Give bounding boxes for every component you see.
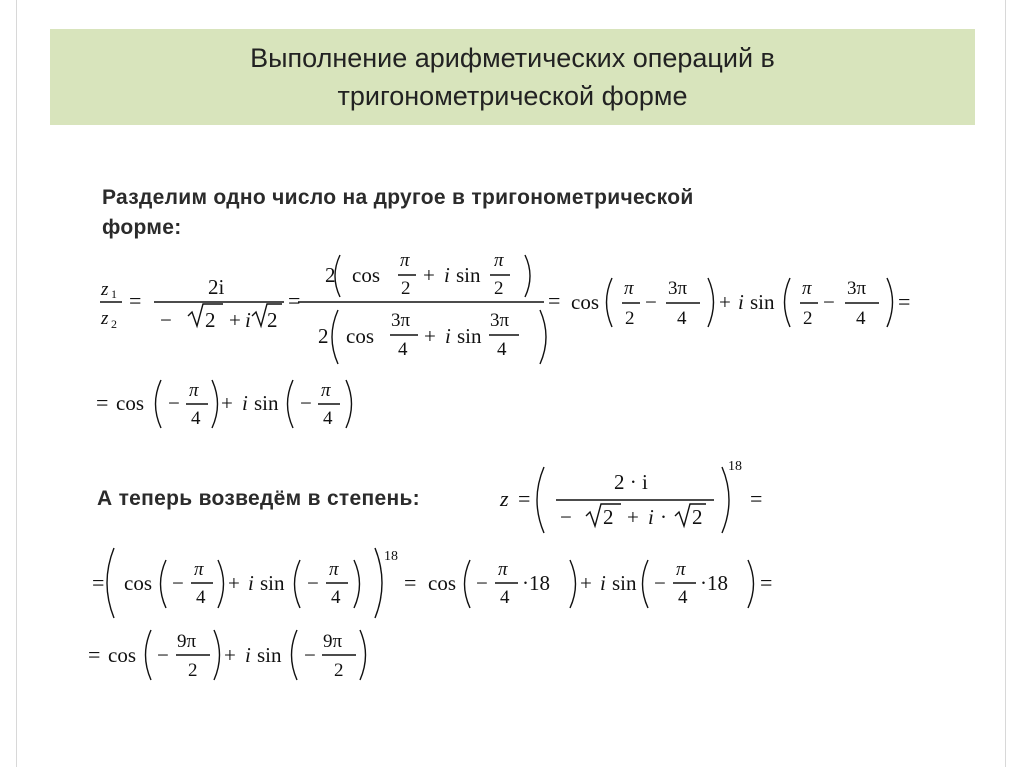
l3-sqrt2-b: 2 [692,505,703,529]
den-4-b: 4 [497,339,507,360]
den-plus: + [424,324,436,348]
l4-4-b: 4 [331,587,341,608]
sqrt2-value-b: 2 [267,308,278,332]
denominator-i: i [245,308,251,332]
equals-3: = [548,288,561,313]
l4-cos-b: cos [428,571,456,595]
l5-plus: + [224,643,236,667]
l5-i: i [245,643,251,667]
den-3pi-b: 3π [490,310,510,331]
num-pi-b: π [494,250,504,271]
num-sin: sin [456,263,481,287]
den-i: i [445,324,451,348]
l2-i: i [242,391,248,415]
num-coef-2: 2 [325,263,336,287]
l4-4-d: 4 [678,587,688,608]
l5-2-b: 2 [334,660,344,681]
l4-i-a: i [248,571,254,595]
l5-cos: cos [108,643,136,667]
r1-i: i [738,290,744,314]
den-4-a: 4 [398,339,408,360]
denominator-minus: − [160,308,172,332]
intro-text-line-1: Разделим одно число на другое в тригонометрической [102,186,694,209]
power-intro-text: А теперь возведём в степень: [97,487,420,510]
l5-2-a: 2 [188,660,198,681]
num-i: i [444,263,450,287]
l3-equals-end: = [750,486,763,511]
l5-9pi-b: 9π [323,631,343,652]
l4-pi-b: π [329,559,339,580]
r1-3pi-b: 3π [847,278,867,299]
l4-minus-a: − [172,571,184,595]
equals-2: = [288,288,301,313]
l4-times18-b: ·18 [700,571,728,595]
r1-2-a: 2 [625,308,635,329]
l4-equals-b: = [404,570,417,595]
r1-4-a: 4 [677,308,687,329]
l4-pi-d: π [676,559,686,580]
l4-times18-a: ·18 [522,571,550,595]
denominator-plus: + [229,308,241,332]
l4-sin-b: sin [612,571,637,595]
l2-pi-a: π [189,380,199,401]
l4-exponent-18: 18 [384,549,398,564]
r1-4-b: 4 [856,308,866,329]
l2-4-b: 4 [323,408,333,429]
l3-i: i [648,505,654,529]
l4-sin-a: sin [260,571,285,595]
l3-plus: + [627,505,639,529]
l2-plus: + [221,391,233,415]
l5-minus-b: − [304,643,316,667]
l4-pi-c: π [498,559,508,580]
slide-title: Выполнение арифметических операций в тригонометрической форме [250,43,775,111]
r1-3pi-a: 3π [668,278,688,299]
l5-minus-a: − [157,643,169,667]
l5-sin: sin [257,643,282,667]
l3-dot: · [660,505,667,529]
r1-plus: + [719,290,731,314]
r1-minus-b: − [823,290,835,314]
l4-plus-b: + [580,571,592,595]
l4-cos-a: cos [124,571,152,595]
r1-pi-b: π [802,278,812,299]
intro-text-line-2: форме: [102,216,182,239]
den-coef-2: 2 [318,324,329,348]
z2-symbol: z [101,308,109,329]
l4-pi-a: π [194,559,204,580]
z1-symbol: z [101,279,109,300]
r1-pi-a: π [624,278,634,299]
den-cos: cos [346,324,374,348]
l3-2-dot-i: 2 · i [614,470,648,494]
l2-cos: cos [116,391,144,415]
sqrt2-value-a: 2 [205,308,216,332]
numerator-2i: 2i [208,275,225,299]
l2-minus-a: − [168,391,180,415]
num-den-2-a: 2 [401,278,411,299]
l5-9pi-a: 9π [177,631,197,652]
r1-minus-a: − [645,290,657,314]
num-pi-a: π [400,250,410,271]
l4-minus-b: − [307,571,319,595]
l4-4-c: 4 [500,587,510,608]
equals-4: = [898,289,911,314]
result-cos-1: cos [571,290,599,314]
l4-equals: = [92,570,105,595]
l4-plus-a: + [228,571,240,595]
l4-i-b: i [600,571,606,595]
l3-equals: = [518,486,531,511]
l2-minus-b: − [300,391,312,415]
l2-pi-b: π [321,380,331,401]
l2-sin: sin [254,391,279,415]
l2-4-a: 4 [191,408,201,429]
l2-equals: = [96,390,109,415]
l3-minus: − [560,505,572,529]
num-den-2-b: 2 [494,278,504,299]
l5-equals: = [88,642,101,667]
z1-subscript: 1 [111,287,117,301]
r1-2-b: 2 [803,308,813,329]
l3-sqrt2-a: 2 [603,505,614,529]
l4-4-a: 4 [196,587,206,608]
result-sin-1: sin [750,290,775,314]
l4-minus-d: − [654,571,666,595]
z2-subscript: 2 [111,317,117,331]
equals-1: = [129,288,142,313]
l3-z: z [500,486,509,511]
l4-equals-c: = [760,570,773,595]
l3-exponent-18: 18 [728,459,742,474]
l4-minus-c: − [476,571,488,595]
num-plus: + [423,263,435,287]
num-cos: cos [352,263,380,287]
den-3pi-a: 3π [391,310,411,331]
den-sin: sin [457,324,482,348]
